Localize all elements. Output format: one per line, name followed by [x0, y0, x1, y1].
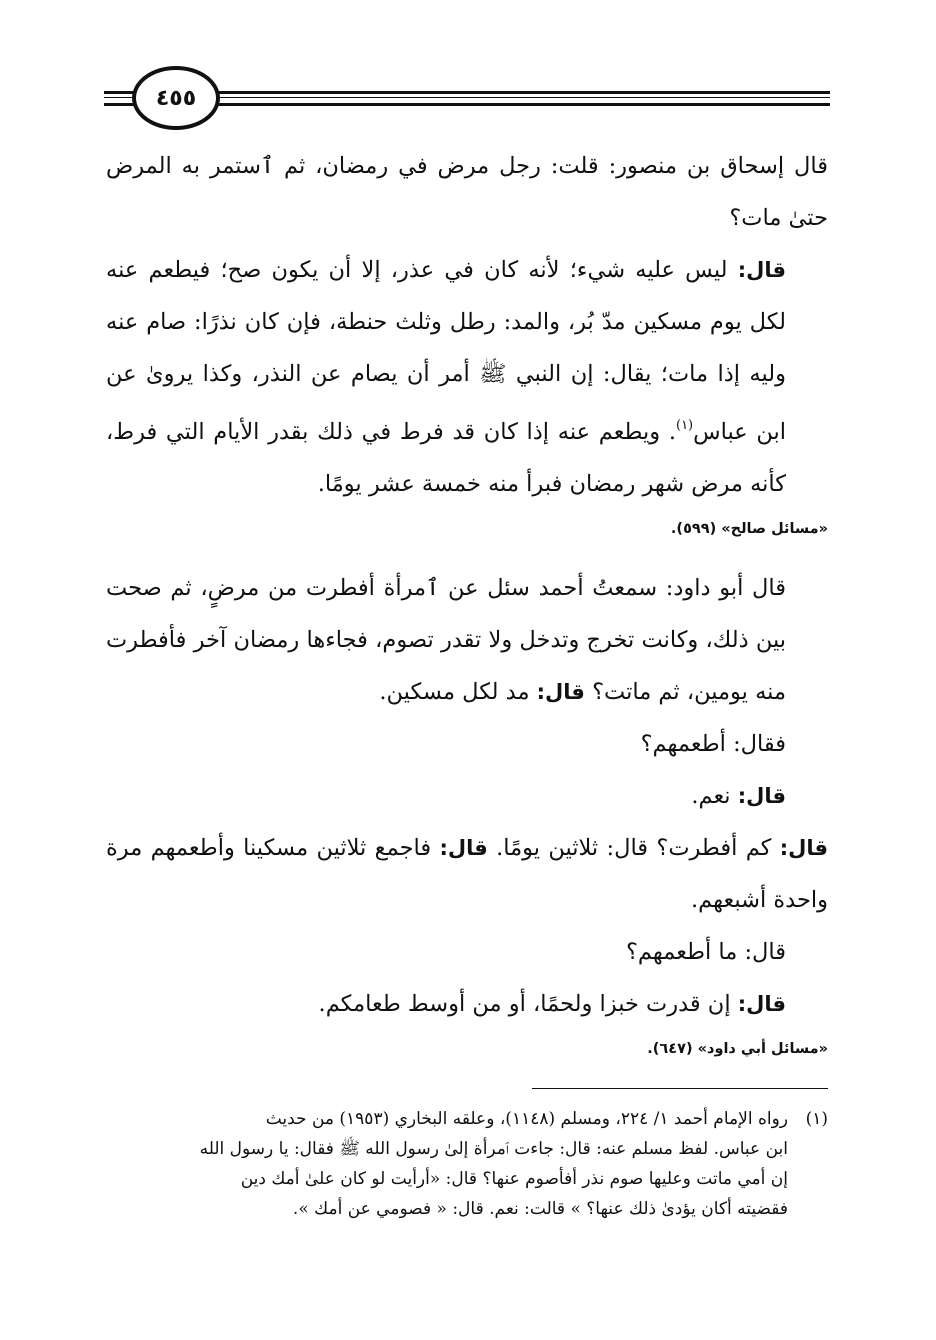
- source-citation: «مسائل أبي داود» (٦٤٧).: [647, 1041, 828, 1057]
- paragraph-text: . ويطعم عنه إذا كان قد فرط في ذلك بقدر الأيام التي فرط، كأنه مرض شهر رمضان فبرأ منه خمسة عشر يومًا.: [106, 419, 786, 497]
- speaker-label: قال:: [779, 836, 828, 860]
- paragraph: [106, 244, 828, 510]
- footnote: [106, 1104, 828, 1224]
- page-number: ٤٥٥: [155, 85, 197, 111]
- speaker-label: قال:: [737, 992, 786, 1016]
- footnote-text: رواه الإمام أحمد ١/ ٢٢٤، ومسلم (١١٤٨)، وعلقه البخاري (١٩٥٣) من حديث: [265, 1109, 788, 1129]
- paragraph: [106, 978, 828, 1030]
- paragraph: [106, 770, 828, 822]
- footnote-separator: [532, 1088, 828, 1089]
- footnote-line: [106, 1104, 828, 1134]
- footnote-ref[interactable]: (١): [675, 418, 694, 433]
- paragraph-text: نعم.: [691, 783, 731, 809]
- paragraph: [106, 562, 828, 718]
- speaker-label: قال:: [737, 784, 786, 808]
- speaker-label: قال:: [439, 836, 488, 860]
- paragraph-text: ليس عليه شيء؛ لأنه كان في عذر، إلا أن يكون صح؛ فيطعم عنه لكل يوم مسكين مدّ بُر، والمد: رطل وثلث حنطة، فإن كان نذرًا: صام عنه وليه إذا مات؛ يقال: إن النبي ﷺ أمر أن يصام عن النذر، وكذا يروىٰ عن ابن عباس: [106, 257, 786, 445]
- paragraph-text: فاجمع ثلاثين مسكينا وأطعمهم مرة واحدة أشبعهم.: [106, 835, 828, 913]
- paragraph-text: إن قدرت خبزا ولحمًا، أو من أوسط طعامكم.: [318, 991, 731, 1017]
- main-text: [106, 140, 828, 1082]
- footnote-number: (١): [805, 1109, 828, 1129]
- paragraph: [106, 718, 828, 770]
- source-citation: «مسائل صالح» (٥٩٩).: [670, 521, 828, 537]
- paragraph-text: قال أبو داود: سمعتُ أحمد سئل عن ٱمرأة أفطرت من مرضٍ، ثم صحت بين ذلك، وكانت تخرج وتدخل ولا تقدر تصوم، فجاءها رمضان آخر فأفطرت منه يومين، ثم ماتت؟: [106, 575, 786, 705]
- speaker-label: قال:: [737, 258, 786, 282]
- paragraph-text: مد لكل مسكين.: [379, 679, 530, 705]
- paragraph-text: قال إسحاق بن منصور: قلت: رجل مرض في رمضان، ثم ٱستمر به المرض حتىٰ مات؟: [106, 153, 828, 231]
- paragraph: [106, 926, 828, 978]
- paragraph-text: كم أفطرت؟ قال: ثلاثين يومًا.: [496, 835, 772, 861]
- footnote-line: فقضيته أكان يؤدىٰ ذلك عنها؟ » قالت: نعم. قال: « فصومي عن أمك ».: [292, 1199, 788, 1219]
- page-header: [104, 66, 830, 136]
- paragraph: [106, 822, 828, 926]
- page-number-oval: [132, 66, 220, 130]
- footnote-line: إن أمي ماتت وعليها صوم نذر أفأصوم عنها؟ قال: «أرأيت لو كان علىٰ أمك دين: [240, 1169, 788, 1189]
- footnote-line: ابن عباس. لفظ مسلم عنه: قال: جاءت ٱمرأة إلىٰ رسول الله ﷺ فقال: يا رسول الله: [199, 1139, 788, 1159]
- paragraph-text: قال: ما أطعمهم؟: [625, 939, 786, 965]
- paragraph: [106, 140, 828, 244]
- paragraph-text: فقال: أطعمهم؟: [640, 731, 786, 757]
- speaker-label: قال:: [536, 680, 585, 704]
